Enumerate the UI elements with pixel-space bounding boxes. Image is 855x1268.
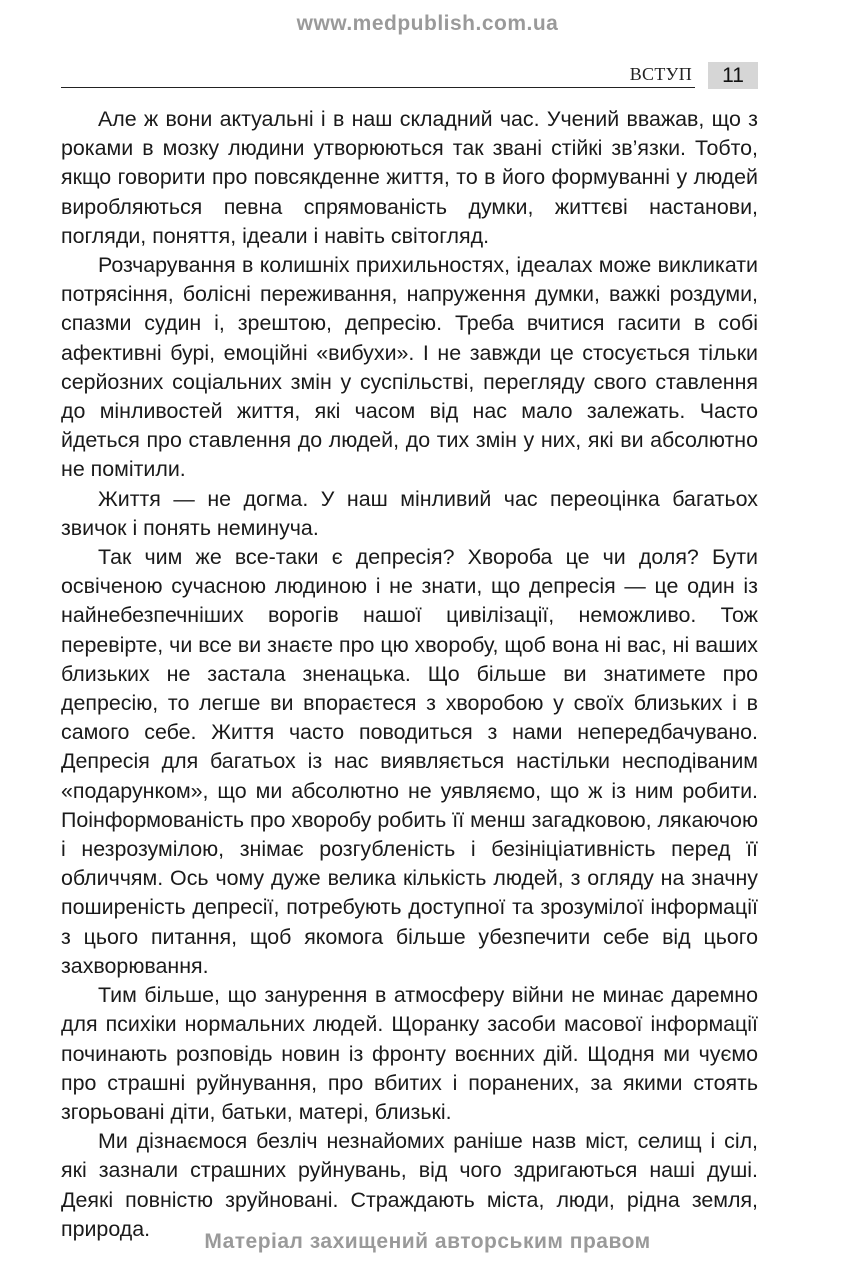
watermark-top: www.medpublish.com.ua: [296, 12, 559, 35]
body-text: [61, 105, 758, 1244]
paragraph-6: Ми дізнаємося безліч незнайомих раніше назв міст, селищ і сіл, які зазнали страшних руйнувань, від чого здригаються наші душі. Деякі повністю зруйновані. Страждають міста, люди, рідна земля, природа.: [61, 1129, 758, 1241]
header-rule: [61, 87, 695, 88]
paragraph-5: Тим більше, що занурення в атмосферу війни не минає даремно для психіки нормальних людей. Щоранку засоби масової інформації починають розповідь новин із фронту воєнних дій. Щодня ми чуємо про страшні руйнування, про вбитих і поранених, за якими стоять згорьовані діти, батьки, матері, близькі.: [61, 983, 758, 1124]
section-title: ВСТУП: [629, 64, 692, 84]
page-number: 11: [708, 62, 758, 89]
watermark-bottom: Матеріал захищений авторським правом: [204, 1230, 651, 1253]
paragraph-4: Так чим же все-таки є депресія? Хвороба це чи доля? Бути освіченою сучасною людиною і не знати, що депресія — це один із найнебезпечніших ворогів нашої цивілізації, неможливо. Тож перевірте, чи все ви знаєте про цю хворобу, щоб вона ні вас, ні ваших близьких не застала зненацька. Що більше ви знатимете про депресію, то легше ви впораєтеся з хворобою у своїх близьких і в самого себе. Життя часто поводиться з нами непередбачувано. Депресія для багатьох із нас виявляється настільки несподіваним «подарунком», що ми абсолютно не уявляємо, що ж із ним робити. Поінформованість про хворобу робить її менш загадковою, лякаючою і незрозумілою, знімає розгубленість і безініціативність перед її обличчям. Ось чому дуже велика кількість людей, з огляду на значну поширеність депресії, потребують доступної та зрозумілої інформації з цього питання, щоб якомога більше убезпечити себе від цього захворювання.: [61, 545, 758, 978]
running-header: [61, 62, 758, 90]
paragraph-3: Життя — не догма. У наш мінливий час переоцінка багатьох звичок і понять неминуча.: [61, 486, 758, 540]
paragraph-1: Але ж вони актуальні і в наш складний час. Учений вважав, що з роками в мозку людини утворюються так звані стійкі зв’язки. Тобто, якщо говорити про повсякденне життя, то в його формуванні у людей виробляються певна спрямованість думки, життєві настанови, погляди, поняття, ідеали і навіть світогляд.: [61, 107, 758, 248]
paragraph-2: Розчарування в колишніх прихильностях, ідеалах може викликати потрясіння, болісні переживання, напруження думки, важкі роздуми, спазми судин і, зрештою, депресію. Треба вчитися гасити в собі афективні бурі, емоційні «вибухи». І не завжди це стосується тільки серйозних соціальних змін у суспільстві, перегляду свого ставлення до мінливостей життя, які часом від нас мало залежать. Часто йдеться про ставлення до людей, до тих змін у них, які ви абсолютно не помітили.: [61, 253, 758, 482]
